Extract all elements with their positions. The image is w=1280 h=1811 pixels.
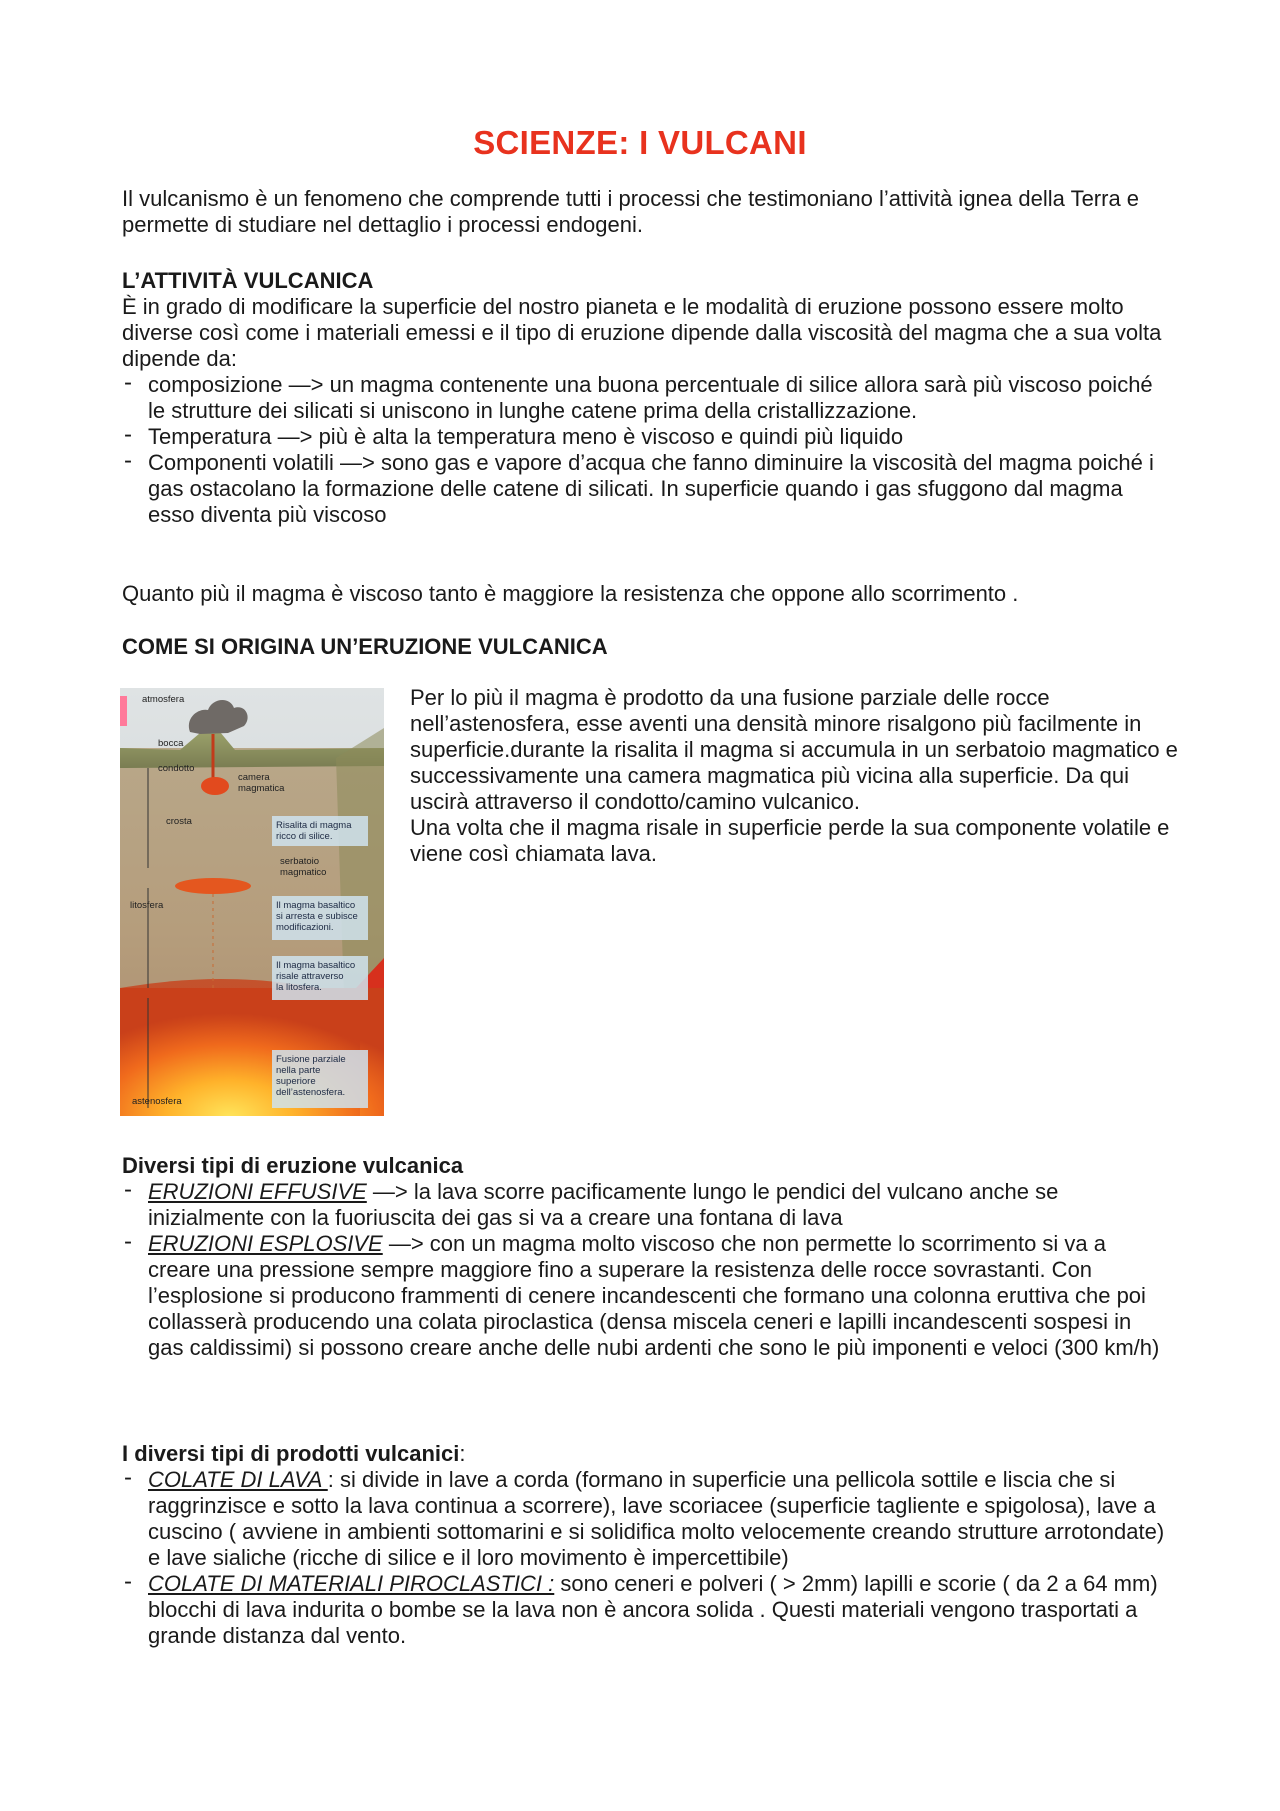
label-serbatoio-2: magmatico [280,867,327,878]
origin-paragraph-2: Una volta che il magma risale in superficie perde la sua componente volatile e viene così chiamata lava. [410,815,1170,866]
products-heading [122,1441,466,1467]
viscosity-note: Quanto più il magma è viscoso tanto è maggiore la resistenza che oppone allo scorrimento . [122,581,1019,606]
label-risalita-2: ricco di silice. [276,831,333,842]
label-atmosfera: atmosfera [142,694,185,705]
activity-heading: L’ATTIVITÀ VULCANICA [122,268,374,293]
list-item: - Temperatura —> più è alta la temperatura meno è viscoso e quindi più liquido [122,424,1172,450]
term-explosive: ERUZIONI ESPLOSIVE [148,1231,383,1256]
list-item [122,1571,1172,1649]
viscosity-factors-list [122,372,1172,528]
label-basaltico-a-2: si arresta e subisce [276,911,358,922]
label-basaltico-a-1: Il magma basaltico [276,900,356,911]
label-fusione-4: dell’astenosfera. [276,1087,346,1098]
products-heading-colon: : [459,1441,466,1466]
label-camera-2: magmatica [238,783,285,794]
activity-paragraph: È in grado di modificare la superficie del nostro pianeta e le modalità di eruzione possono essere molto diverse così come i materiali emessi e il tipo di eruzione dipende dalla viscosità del magma che a sua volta dipende da: [122,294,1162,371]
products-list [122,1467,1172,1649]
volcano-cross-section [120,688,384,1116]
origin-heading: COME SI ORIGINA UN’ERUZIONE VULCANICA [122,634,608,659]
list-item [122,1231,1172,1361]
list-item: - Componenti volatili —> sono gas e vapore d’acqua che fanno diminuire la viscosità del magma poiché i gas ostacolano la formazione delle catene di silicati. In superficie quando i gas sfuggono dal magma esso diventa più viscoso [122,450,1172,528]
intro-paragraph: Il vulcanismo è un fenomeno che comprende tutti i processi che testimoniano l’attività ignea della Terra e permette di studiare nel dettaglio i processi endogeni. [122,186,1140,237]
list-item: - composizione —> un magma contenente una buona percentuale di silice allora sarà più viscoso poiché le strutture dei silicati si uniscono in lunghe catene prima della cristallizzazione. [122,372,1172,424]
label-basaltico-a-3: modificazioni. [276,922,334,933]
label-risalita-1: Risalita di magma [276,820,352,831]
label-fusione-2: nella parte [276,1065,321,1076]
description: sono ceneri e polveri ( > 2mm) lapilli e scorie ( da 2 a 64 mm) blocchi di lava indurita o bombe se la lava non è ancora solida . Questi materiali vengono trasportati a grande distanza dal vento. [148,1571,1158,1648]
label-basaltico-b-1: Il magma basaltico [276,960,356,971]
description: : si divide in lave a corda (formano in superficie una pellicola sottile e liscia che si raggrinzisce e sotto la lava continua a scorrere), lave scoriacee (superficie tagliente e spigolosa), lave a cuscino ( avviene in ambienti sottomarini e si solidifica molto velocemente creando strutture arrotondate) e lave sialiche (ricche di silice e il loro movimento è impercettibile) [148,1467,1165,1570]
eruption-types-list [122,1179,1172,1361]
label-astenosfera: astenosfera [132,1096,182,1107]
label-serbatoio-1: serbatoio [280,856,320,867]
list-item [122,1467,1172,1571]
label-fusione-3: superiore [276,1076,316,1087]
label-litosfera: litosfera [130,900,164,911]
label-camera-1: camera [238,772,270,783]
label-bocca: bocca [158,738,184,749]
products-heading-text: I diversi tipi di prodotti vulcanici [122,1441,460,1466]
description: —> la lava scorre pacificamente lungo le pendici del vulcano anche se inizialmente con la fuoriuscita dei gas si va a creare una fontana di lava [148,1179,1059,1230]
label-basaltico-b-2: risale attraverso [276,971,344,982]
label-crosta: crosta [166,816,192,827]
origin-paragraph-1: Per lo più il magma è prodotto da una fusione parziale delle rocce nell’astenosfera, esse aventi una densità minore risalgono più facilmente in superficie.durante la risalita il magma si accumula in un serbatoio magmatico e successivamente una camera magmatica più vicina alla superficie. Da qui uscirà attraverso il condotto/camino vulcanico. [410,685,1178,814]
description: —> con un magma molto viscoso che non permette lo scorrimento si va a creare una pressione sempre maggiore fino a superare la resistenza delle rocce sovrastanti. Con l’esplosione si producono frammenti di cenere incandescenti che formano una colonna eruttiva che poi collasserà producendo una colata piroclastica (densa miscela ceneri e lapilli incandescenti sospesi in gas caldissimi) si possono creare anche delle nubi ardenti che sono le più imponenti e veloci (300 km/h) [148,1231,1160,1360]
volcano-diagram [120,688,384,1116]
term-lava-flows: COLATE DI LAVA [148,1467,328,1492]
term-pyroclastic: COLATE DI MATERIALI PIROCLASTICI : [148,1571,555,1596]
label-condotto: condotto [158,763,195,774]
label-fusione-1: Fusione parziale [276,1054,346,1065]
page-title: SCIENZE: I VULCANI [473,124,807,161]
origin-text [410,685,1180,867]
list-item [122,1179,1172,1231]
eruption-types-heading: Diversi tipi di eruzione vulcanica [122,1153,464,1178]
term-effusive: ERUZIONI EFFUSIVE [148,1179,367,1204]
label-basaltico-b-3: la litosfera. [276,982,322,993]
